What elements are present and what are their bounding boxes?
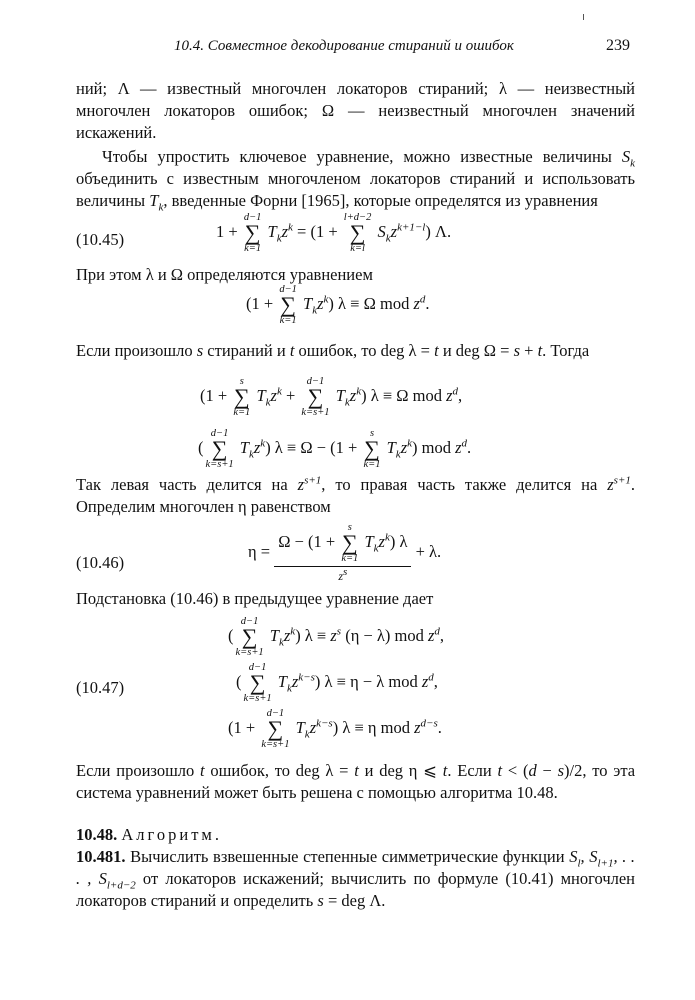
step-number: 10.481. <box>76 847 126 866</box>
paragraph-4-part-c: ошибок, то <box>298 341 377 360</box>
power-z-s1-b: $z^{s+1}$ <box>607 474 631 494</box>
degree-relations: deg λ = t и deg Ω = s + t. <box>380 341 547 360</box>
equation-then-1: (1 + s ∑ k=1 $T_kz^k$ + d−1 ∑ k=s+1 $T_kz^k$) λ ≡ Ω mod $z^d$, <box>200 376 463 418</box>
algorithm-heading <box>76 824 635 846</box>
running-header <box>0 38 695 60</box>
paragraph-5-part-a: Так левая часть делится на <box>76 475 288 494</box>
degree-condition: deg λ = t и deg η ⩽ t. <box>295 761 452 780</box>
inequality: t < (d − s)/2 <box>497 761 583 780</box>
algorithm-title: Алгоритм. <box>121 825 222 844</box>
paragraph-7-if: Если <box>457 761 492 780</box>
equation-10-46: η = Ω − (1 + s ∑ k=1 $T_kz^k$) λ $z^s$ + λ. <box>248 522 442 583</box>
paragraph-1: ний; Λ — известный многочлен локаторов стираний; λ — неизвестный многочлен локаторов ошибок; Ω — неизвестный многочлен значений искажений. <box>76 79 635 142</box>
algorithm-number: 10.48. <box>76 825 118 844</box>
paragraph-4 <box>76 340 635 362</box>
paragraph-5-part-c: . Определим многочлен η равенством <box>76 475 636 516</box>
paragraph-7-part-b: ошибок, то <box>210 761 291 780</box>
algorithm-step <box>76 846 635 912</box>
paragraph-2-part-b: объединить с известным многочленом локаторов стираний и использовать величины <box>76 169 635 210</box>
symbol-t: t <box>289 341 295 360</box>
symbol-t-2: t <box>200 761 205 780</box>
header-title: 10.4. Совместное декодирование стираний и ошибок <box>174 38 514 54</box>
equation-lambda-omega: (1 + d−1 ∑ k=1 $T_kz^k$) λ ≡ Ω mod $z^d$. <box>246 284 430 326</box>
paragraph-6: Подстановка (10.46) в предыдущее уравнение дает <box>76 589 434 608</box>
equation-10-45: 1 + d−1 ∑ k=1 $T_kz^k = (1$ + l+d−2 ∑ k=l $S_kz^{k+1-l}$) Λ. <box>216 212 452 254</box>
equation-label-10-46: (10.46) <box>76 553 125 572</box>
equation-label-10-45: (10.45) <box>76 230 125 249</box>
paragraph-4-part-d: Тогда <box>550 341 590 360</box>
symbol-sk: $S_k$ <box>621 147 636 170</box>
equation-then-2: ( d−1 ∑ k=s+1 $T_kz^k$) λ ≡ Ω − (1 + s ∑ k=1 $T_kz^k$) mod $z^d$. <box>198 428 472 470</box>
paragraph-4-part-a: Если произошло <box>76 341 193 360</box>
paragraph-7 <box>76 760 635 804</box>
equation-10-47-line-3: (1 + d−1 ∑ k=s+1 $T_kz^{k-s}$) λ ≡ η mod $z^{d-s}$. <box>228 708 442 750</box>
step-part-b: от локаторов искажений; вычислить по формуле (10.41) многочлен локаторов стираний и определить <box>76 869 636 910</box>
paragraph-4-part-b: стираний и <box>207 341 286 360</box>
paragraph-7-part-a: Если произошло <box>76 761 195 780</box>
paragraph-3: При этом λ и Ω определяются уравнением <box>76 265 373 284</box>
paragraph-2-part-c: , введенные Форни [1965], которые определятся из уравнения <box>163 191 598 210</box>
symbol-list-s: $S_l$, $S_{l+1}$, . . . , $S_{l+d-2}$ <box>76 847 636 892</box>
margin-mark <box>583 14 584 20</box>
equation-10-47-line-1: ( d−1 ∑ k=s+1 $T_kz^k$) $\lambda \equiv z^s$ (η − λ) mod $z^d$, <box>228 616 445 658</box>
symbol-tk: $T_k$ <box>149 191 164 214</box>
power-z-s1: $z^{s+1}$ <box>297 474 322 494</box>
paragraph-2 <box>76 146 635 212</box>
step-part-a: Вычислить взвешенные степенные симметрические функции <box>130 847 565 866</box>
paragraph-5 <box>76 474 635 518</box>
symbol-s: s <box>196 341 204 360</box>
equation-10-47-line-2: ( d−1 ∑ k=s+1 $T_kz^{k-s}$) λ ≡ η − λ mod $z^d$, <box>236 662 438 704</box>
equation-label-10-47: (10.47) <box>76 678 125 697</box>
paragraph-7-part-c: , то эта система уравнений может быть решена с помощью алгоритма 10.48. <box>76 761 636 802</box>
degree-definition: s = deg Λ. <box>317 891 386 910</box>
paragraph-2-part-a: Чтобы упростить ключевое уравнение, можно известные величины <box>102 147 612 166</box>
page-number: 239 <box>606 37 630 54</box>
paragraph-5-part-b: , то правая часть также делится на <box>321 475 598 494</box>
